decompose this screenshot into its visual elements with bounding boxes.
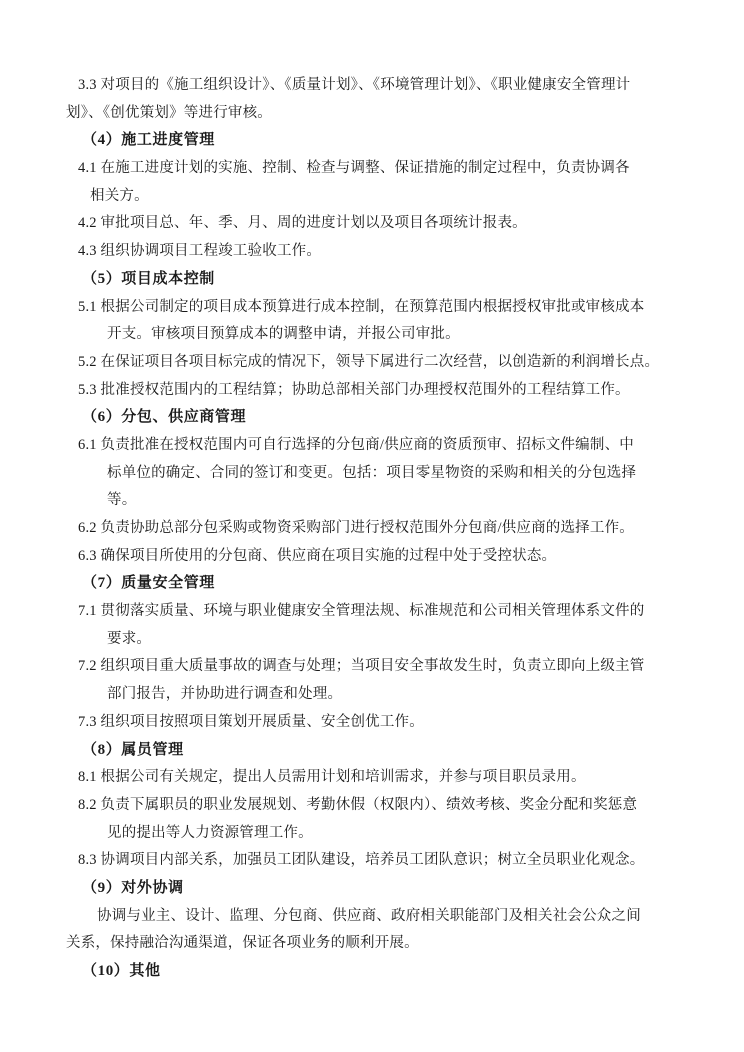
document-line: 开支。审核项目预算成本的调整申请，并报公司审批。 bbox=[107, 326, 460, 343]
document-line: 3.3 对项目的《施工组织设计》、《质量计划》、《环境管理计划》、《职业健康安全管理计 bbox=[78, 77, 631, 93]
document-line: 5.1 根据公司制定的项目成本预算进行成本控制，在预算范围内根据授权审批或审核成本 bbox=[78, 298, 645, 315]
section-heading: （8）属员管理 bbox=[82, 741, 184, 758]
document-line: 相关方。 bbox=[90, 187, 149, 204]
document-line: 协调与业主、设计、监理、分包商、供应商、政府相关职能部门及相关社会公众之间 bbox=[97, 907, 641, 924]
section-heading: （5）项目成本控制 bbox=[82, 270, 215, 287]
document-line: 5.2 在保证项目各项目标完成的情况下，领导下属进行二次经营，以创造新的利润增长点。 bbox=[78, 353, 660, 370]
document-line: 见的提出等人力资源管理工作。 bbox=[107, 824, 313, 841]
document-line: 6.1 负责批准在授权范围内可自行选择的分包商/供应商的资质预审、招标文件编制、中 bbox=[78, 436, 634, 453]
document-line: 划》、《创优策划》等进行审核。 bbox=[66, 104, 272, 121]
document-line: 5.3 批准授权范围内的工程结算；协助总部相关部门办理授权范围外的工程结算工作。 bbox=[78, 381, 630, 398]
section-heading: （7）质量安全管理 bbox=[82, 575, 215, 592]
section-heading: （10）其他 bbox=[82, 963, 161, 979]
document-line: 7.3 组织项目按照项目策划开展质量、安全创优工作。 bbox=[78, 713, 424, 730]
document-line: 4.1 在施工进度计划的实施、控制、检查与调整、保证措施的制定过程中，负责协调各 bbox=[78, 160, 630, 177]
document-line: 7.2 组织项目重大质量事故的调查与处理；当项目安全事故发生时，负责立即向上级主管 bbox=[78, 658, 645, 675]
document-line: 等。 bbox=[107, 492, 137, 509]
document-line: 6.3 确保项目所使用的分包商、供应商在项目实施的过程中处于受控状态。 bbox=[78, 547, 557, 564]
section-heading: （9）对外协调 bbox=[82, 879, 184, 896]
document-line: 8.1 根据公司有关规定，提出人员需用计划和培训需求，并参与项目职员录用。 bbox=[78, 769, 586, 786]
document-line: 标单位的确定、合同的签订和变更。包括：项目零星物资的采购和相关的分包选择 bbox=[107, 464, 637, 481]
document-content bbox=[66, 72, 680, 986]
document-line: 4.2 审批项目总、年、季、月、周的进度计划以及项目各项统计报表。 bbox=[78, 215, 527, 232]
document-line: 8.3 协调项目内部关系，加强员工团队建设，培养员工团队意识；树立全员职业化观念。 bbox=[78, 852, 645, 869]
document-line: 要求。 bbox=[107, 630, 152, 647]
section-heading: （4）施工进度管理 bbox=[82, 132, 215, 149]
document-line: 4.3 组织协调项目工程竣工验收工作。 bbox=[78, 243, 322, 260]
document-line: 6.2 负责协助总部分包采购或物资采购部门进行授权范围外分包商/供应商的选择工作。 bbox=[78, 520, 634, 536]
document-line: 8.2 负责下属职员的职业发展规划、考勤休假（权限内）、绩效考核、奖金分配和奖惩意 bbox=[78, 796, 638, 813]
document-line: 关系，保持融洽沟通渠道，保证各项业务的顺利开展。 bbox=[66, 935, 419, 952]
document-line: 部门报告，并协助进行调查和处理。 bbox=[107, 686, 343, 703]
document-line: 7.1 贯彻落实质量、环境与职业健康安全管理法规、标准规范和公司相关管理体系文件的 bbox=[78, 603, 645, 620]
section-heading: （6）分包、供应商管理 bbox=[82, 409, 247, 426]
